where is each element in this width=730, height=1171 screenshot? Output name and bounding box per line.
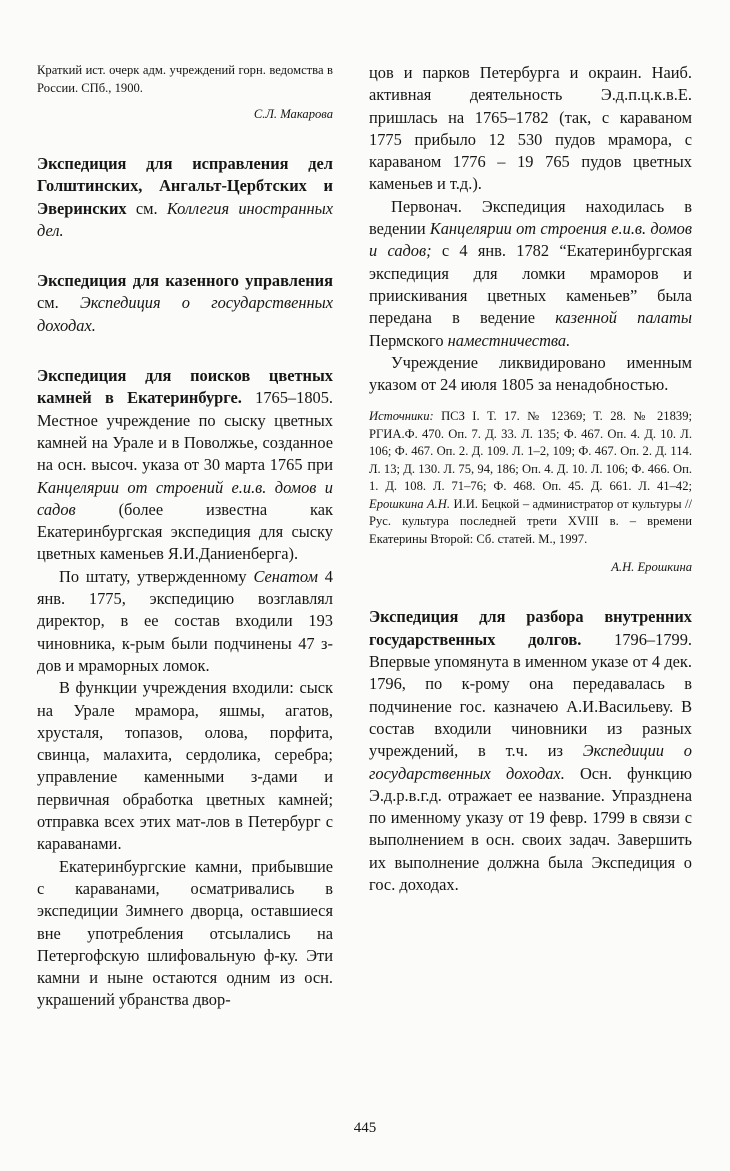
entry-title: Экспедиция для разбора внутренних государственных долгов. — [369, 607, 692, 649]
paragraph: цов и парков Петербурга и окраин. Наиб. активная деятельность Э.д.п.ц.к.в.Е. пришлась на 1765–1782 (так, с караваном 1775 прибыло 12 530 пудов мрамора, с караваном 1776 – 19 765 пудов цветных каменьев и т.д.). — [369, 63, 692, 194]
author-signature: А.Н. Ерошкина — [611, 560, 692, 575]
entry-title: Экспедиция для исправления дел Голштинских, Ангальт-Цербтских и Эверинских — [37, 154, 333, 218]
paragraph: По штату, утвержденному Сенатом 4 янв. 1775, экспедицию возглавлял директор, в ее состав входили 193 чиновника, к-рым были подчинены 47 з-дов и мраморных ломок. — [37, 566, 333, 675]
entry-holstein: Экспедиция для исправления дел Голштинских, Ангальт-Цербтских и Эверинских см. Коллегия иностранных дел. — [37, 154, 333, 240]
cross-reference: Экспедиция о государственных доходах. — [37, 293, 333, 335]
right-column — [369, 62, 692, 896]
cross-reference: Экспедиции о государственных доходах. — [369, 741, 692, 783]
entry-colored-stones: Экспедиция для поисков цветных камней в Екатеринбурге. 1765–1805. Местное учреждение по сыску цветных камней на Урале и в Поволжье, созданное на осн. высоч. указа от 30 марта 1765 при Канцелярии от строений е.и.в. домов и садов (более известна как Екатеринбургская экспедиция для сыску цветных каменьев Я.И.Даниенберга). — [37, 366, 333, 564]
paragraph: Первонач. Экспедиция находилась в ведении Канцелярии от строения е.и.в. домов и садов; с 4 янв. 1782 “Екатеринбургская экспедиция для ломки мраморов и приискивания цветных каменьев” была передана в ведение казенной палаты Пермского наместничества. — [369, 196, 692, 350]
entry-treasury: Экспедиция для казенного управления см. Экспедиция о государственных доходах. — [37, 271, 333, 335]
entry-title: Экспедиция для поисков цветных камней в Екатеринбурге. — [37, 366, 333, 408]
cross-reference: Коллегия иностранных дел. — [37, 198, 333, 240]
author-signature: С.Л. Макарова — [253, 107, 333, 121]
entry-debts: Экспедиция для разбора внутренних государственных долгов. 1796–1799. Впервые упомянута в именном указе от 4 дек. 1796, по к-рому она передавалась в подчинение гос. казначею А.И.Васильеву. В состав входили чиновники из разных учреждений, в т.ч. из Экспедиции о государственных доходах. Осн. функцию Э.д.р.в.г.д. отражает ее название. Упразднена по именному указу от 19 февр. 1799 в связи с выполнением в осн. своих задач. Завершить их выполнение должна была Экспедиция о гос. доходах. — [369, 607, 693, 895]
paragraph: В функции учреждения входили: сыск на Урале мрамора, яшмы, агатов, хрусталя, топазов, олова, порфита, свинца, малахита, сердолика, серебра; управление каменными з-дами и первичная обработка цветных камней; отправка всех этих мат-лов в Петербург с караванами. — [37, 678, 333, 854]
page-number: 445 — [353, 1120, 377, 1136]
entry-title: Экспедиция для казенного управления — [37, 271, 333, 291]
sources-block: Источники: ПСЗ I. Т. 17. № 12369; Т. 28. № 21839; РГИА.Ф. 470. Оп. 7. Д. 33. Л. 135; Ф. 467. Оп. 4. Д. 10. Л. 106; Ф. 467. Оп. 2. Д. 109. Л. 1–2, 109; Ф. 467. Оп. 2. Д. 114. Л. 13; Д. 130. Л. 75, 94, 186; Оп. 4. Д. 10. Л. 106; Ф. 466. Оп. 1. Д. 108. Л. 71–76; Ф. 468. Оп. 45. Д. 661. Л. 41–42; Ерошкина А.Н. И.И. Бецкой – администратор от культуры // Рус. культура последней трети XVIII в. – времени Екатерины Второй: Сб. статей. М., 1997. — [369, 409, 692, 546]
left-column — [37, 62, 333, 1012]
sources-label: Источники: — [369, 409, 434, 424]
reference-text: Краткий ист. очерк адм. учреждений горн. ведомства в России. СПб., 1900. — [37, 63, 333, 95]
paragraph: Учреждение ликвидировано именным указом от 24 июля 1805 за ненадобностью. — [369, 352, 692, 395]
paragraph: Екатеринбургские камни, прибывшие с караванами, осматривались в экспедиции Зимнего дворца, оставшиеся вне употребления отсылались на Петергофскую шлифовальную ф-ку. Эти камни и ныне остаются одним из осн. украшений убранства двор- — [37, 856, 333, 1010]
